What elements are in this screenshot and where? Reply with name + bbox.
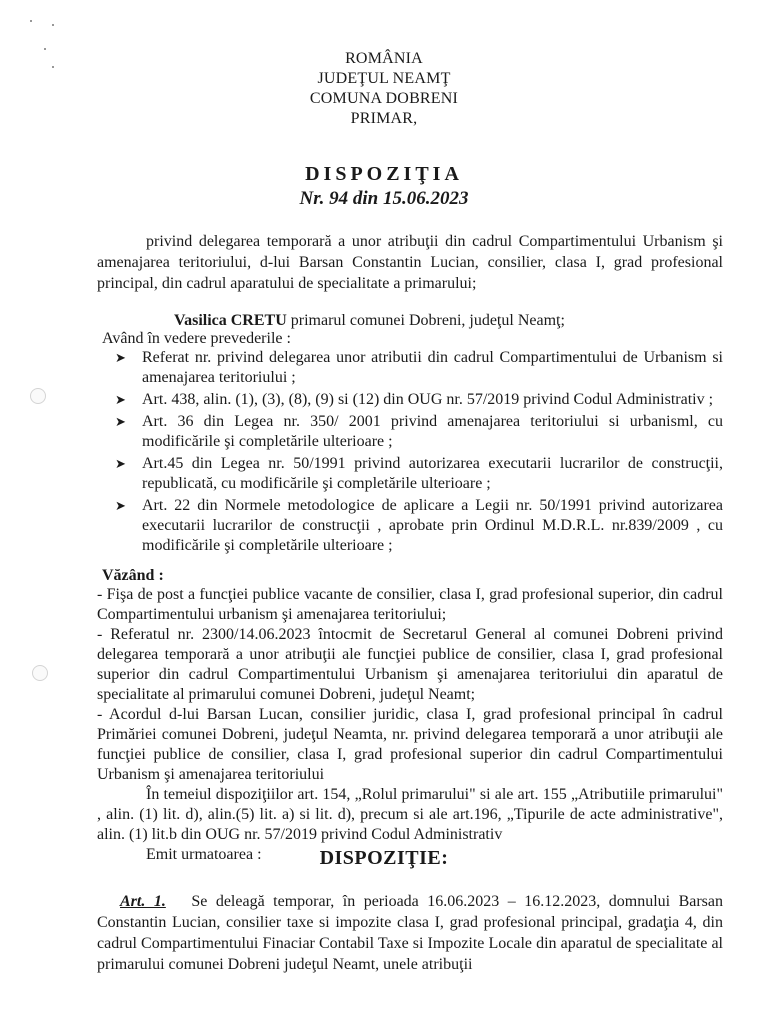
emit-line: Emit urmatoarea :: [146, 846, 262, 863]
document-title: DISPOZIŢIA: [305, 163, 463, 185]
intro-text: privind delegarea temporară a unor atribuţii din cadrul Compartimentului Urbanism şi amenajarea teritoriului, d-lui Barsan Constantin Lucian, consilier, clasa I, grad profesional principal, din cadrul aparatului de specialitate a primarului;: [97, 233, 723, 292]
article-1-paragraph: [97, 891, 723, 975]
reference-text: Art.45 din Legea nr. 50/1991 privind autorizarea executarii lucrarilor de construcţii, republicată, cu modificările şi completările ulterioare ;: [142, 455, 723, 492]
consideration-item: - Referatul nr. 2300/14.06.2023 întocmit de Secretarul General al comunei Dobreni privind delegarea temporară a unor atribuţii ale funcţiei publice de consilier, clasa I, grad profesional superior din cadrul Compartimentului Urbanism şi amenajarea teritoriului din aparatul de specialitate al primarului comunei Dobreni, judeţul Neamt;: [97, 626, 723, 703]
reference-text: Art. 438, alin. (1), (3), (8), (9) si (12) din OUG nr. 57/2019 privind Codul Administrativ ;: [142, 391, 714, 408]
document-number: Nr. 94 din 15.06.2023: [299, 188, 469, 209]
arrow-bullet-icon: ➤: [115, 392, 126, 407]
consideration-item: - Acordul d-lui Barsan Lucan, consilier juridic, clasa I, grad profesional principal în cadrul Primăriei comunei Dobreni, judeţul Neamta, nr. privind delegarea temporară a unor atribuţii ale funcţiei publice de consilier, clasa I, grad profesional superior din cadrul Compartimentului Urbanism şi amenajarea teritoriului: [97, 706, 723, 783]
reference-item: [112, 348, 723, 388]
reference-item: [112, 496, 723, 556]
arrow-bullet-icon: ➤: [115, 456, 126, 471]
reference-text: Referat nr. privind delegarea unor atributii din cadrul Compartimentului de Urbanism si amenajarea teritoriului ;: [142, 349, 723, 386]
reference-item: [112, 390, 723, 410]
mayor-title: primarul comunei Dobreni, judeţul Neamţ;: [286, 312, 565, 329]
article-1-text: Se deleagă temporar, în perioada 16.06.2023 – 16.12.2023, domnului Barsan Constantin Lucian, consilier taxe si impozite clasa I, grad profesional principal, gradaţia 4, din cadrul Compartimentului Finaciar Contabil Taxe si Impozite Locale din aparatul de specialitate al primarului comunei Dobreni judeţul Neamt, unele atribuţii: [97, 893, 724, 973]
scan-speck: [52, 24, 54, 26]
punch-hole-mark: [30, 388, 46, 404]
intro-paragraph: [97, 231, 723, 294]
scan-speck: [30, 20, 32, 22]
reference-item: [112, 454, 723, 494]
references-list: [112, 348, 723, 558]
reference-item: [112, 412, 723, 452]
article-1-spacer: [166, 893, 191, 910]
dispozitie-heading: DISPOZIŢIE:: [319, 847, 449, 869]
reference-text: Art. 22 din Normele metodologice de aplicare a Legii nr. 50/1991 privind autorizarea executarii lucrarilor de construcţii , aprobate prin Ordinul M.D.R.L. nr.839/2009 , cu modificările şi completările ulterioare ;: [142, 497, 723, 554]
legal-basis-paragraph: În temeiul dispoziţiilor art. 154, „Rolul primarului" si ale art. 155 „Atributiile primarului" , alin. (1) lit. d), alin.(5) lit. a) si lit. d), precum si ale art.196, „Tipurile de acte administrative", alin. (1) lit.b din OUG nr. 57/2019 privind Codul Administrativ: [97, 786, 723, 843]
institution-header: [0, 49, 768, 129]
commune-line: COMUNA DOBRENI: [309, 90, 459, 107]
considerations-block: [97, 585, 723, 865]
county-line: JUDEŢUL NEAMŢ: [317, 70, 451, 87]
arrow-bullet-icon: ➤: [115, 350, 126, 365]
reference-text: Art. 36 din Legea nr. 350/ 2001 privind amenajarea teritoriului si urbanisml, cu modificările şi completările ulterioare ;: [142, 413, 723, 450]
arrow-bullet-icon: ➤: [115, 414, 126, 429]
country-line: ROMÂNIA: [345, 50, 423, 67]
avand-heading: Având în vedere prevederile :: [102, 330, 291, 347]
punch-hole-mark: [32, 665, 48, 681]
mayor-line: [174, 311, 565, 331]
vazand-heading: Văzând :: [102, 567, 164, 584]
article-1-label: Art. 1.: [120, 893, 166, 910]
office-line: PRIMAR,: [350, 110, 418, 127]
mayor-name: Vasilica CRETU: [174, 312, 287, 329]
consideration-item: - Fişa de post a funcţiei publice vacante de consilier, clasa I, grad profesional superior, din cadrul Compartimentului urbanism şi amenajarea teritoriului;: [97, 586, 723, 623]
article-1: [97, 891, 723, 975]
arrow-bullet-icon: ➤: [115, 498, 126, 513]
